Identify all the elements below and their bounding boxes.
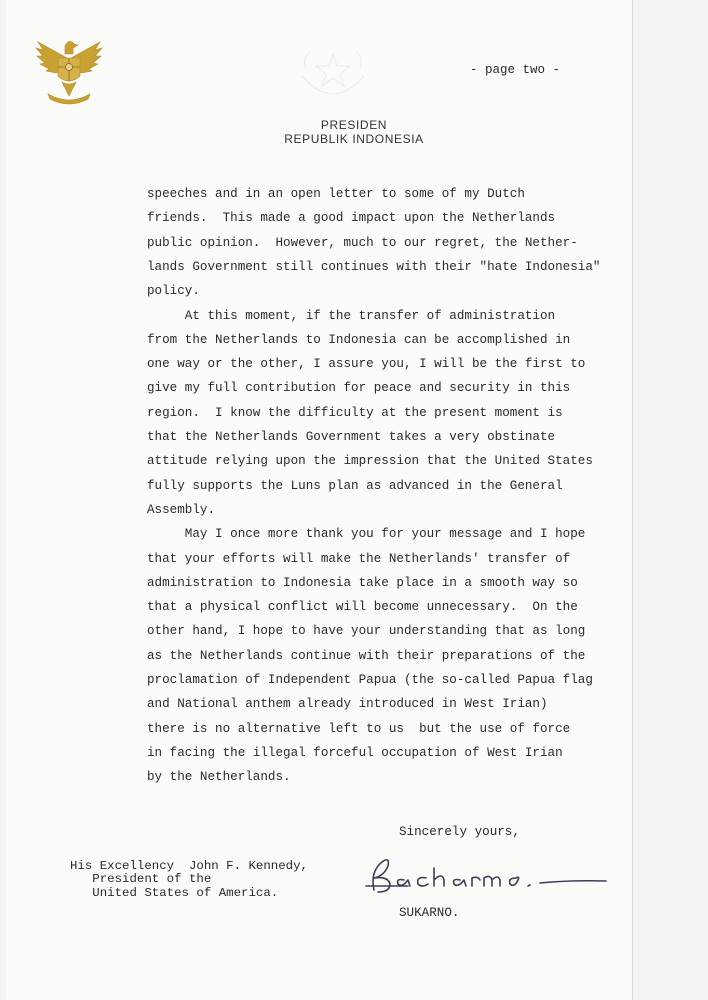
body-line: May I once more thank you for your message and I hope xyxy=(147,527,586,542)
body-line: public opinion. However, much to our regret, the Nether- xyxy=(147,235,578,250)
addressee-block xyxy=(70,860,308,900)
body-line: proclamation of Independent Papua (the so-called Papua flag xyxy=(147,673,593,687)
body-line: by the Netherlands. xyxy=(147,770,291,785)
star-seal-watermark-icon xyxy=(298,46,368,98)
body-line: there is no alternative left to us but the use of force xyxy=(147,721,571,736)
body-line: that the Netherlands Government takes a very obstinate xyxy=(147,430,556,444)
body-line: Assembly. xyxy=(147,502,216,517)
body-line: speeches and in an open letter to some of my Dutch xyxy=(147,187,525,201)
body-line: as the Netherlands continue with their preparations of the xyxy=(147,648,586,663)
addressee-line: His Excellency John F. Kennedy, xyxy=(70,859,308,873)
body-line: policy. xyxy=(147,284,200,299)
body-line: attitude relying upon the impression that the United States xyxy=(147,454,593,469)
addressee-line: President of the xyxy=(70,872,212,887)
body-line: that a physical conflict will become unnecessary. On the xyxy=(147,600,578,615)
body-line: region. I know the difficulty at the present moment is xyxy=(147,405,563,420)
body-line: lands Government still continues with their "hate Indonesia" xyxy=(147,259,601,274)
letterhead-title: PRESIDEN xyxy=(320,118,388,132)
body-line: and National anthem already introduced in West Irian) xyxy=(147,697,548,712)
body-line: other hand, I hope to have your understanding that as long xyxy=(147,624,586,639)
closing-salutation: Sincerely yours, xyxy=(399,825,520,839)
body-line: friends. This made a good impact upon the Netherlands xyxy=(147,211,556,226)
body-line: At this moment, if the transfer of administration xyxy=(147,308,556,323)
body-line: that your efforts will make the Netherlands' transfer of xyxy=(147,551,571,566)
body-line: one way or the other, I assure you, I will be the first to xyxy=(147,357,586,372)
body-line: from the Netherlands to Indonesia can be accomplished in xyxy=(147,332,571,347)
signer-name: SUKARNO. xyxy=(399,906,460,920)
garuda-emblem-icon xyxy=(34,36,104,108)
body-line: administration to Indonesia take place in a smooth way so xyxy=(147,575,578,590)
page-number: - page two - xyxy=(470,63,561,77)
handwritten-signature-icon xyxy=(360,850,620,900)
letterhead-subtitle: REPUBLIK INDONESIA xyxy=(284,132,424,146)
addressee-line: United States of America. xyxy=(70,885,279,900)
letter-page xyxy=(6,0,632,1000)
body-line: fully supports the Luns plan as advanced in the General xyxy=(147,478,563,493)
body-line: in facing the illegal forceful occupation of West Irian xyxy=(147,745,563,760)
body-line: give my full contribution for peace and security in this xyxy=(147,381,571,396)
